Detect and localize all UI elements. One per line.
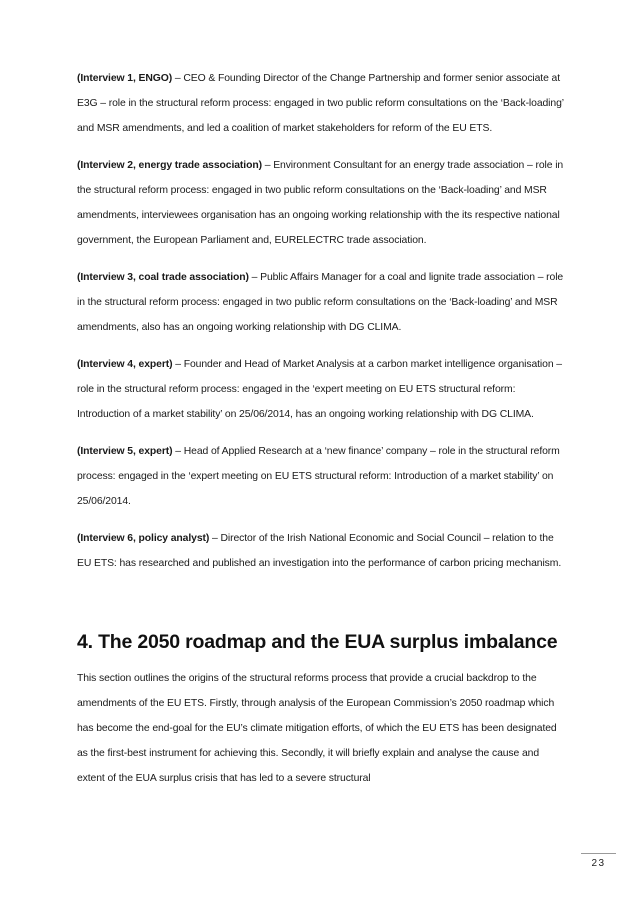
page-content — [77, 66, 565, 791]
interview-entry-6 — [77, 526, 565, 576]
interview-label: (Interview 3, coal trade association) — [77, 272, 249, 283]
interview-entry-4 — [77, 352, 565, 427]
interview-entry-3 — [77, 265, 565, 340]
interview-description: – Founder and Head of Market Analysis at a carbon market intelligence organisation – role in the structural reform process: engaged in the ‘expert meeting on EU ETS structural reform: Introduction of a market stability’ on 25/06/2014, has an ongoing working relationship with DG CLIMA. — [77, 359, 562, 420]
interview-description: – Head of Applied Research at a ‘new finance’ company – role in the structural reform process: engaged in the ‘expert meeting on EU ETS structural reform: Introduction of a market stability’ on 25/06/2014. — [77, 446, 560, 507]
section-heading: 4. The 2050 roadmap and the EUA surplus imbalance — [77, 631, 558, 653]
page-number-divider — [581, 853, 616, 854]
interview-description: – Environment Consultant for an energy trade association – role in the structural reform process: engaged in two public reform consultations on the ‘Back-loading’ and MSR amendments, interviewees organisation has an ongoing working relationship with the its respective national government, the European Parliament and, EURELECTRC trade association. — [77, 160, 564, 246]
interview-entry-5 — [77, 439, 565, 514]
interview-label: (Interview 2, energy trade association) — [77, 160, 262, 171]
section-body-text: This section outlines the origins of the structural reforms process that provide a crucial backdrop to the amendments of the EU ETS. Firstly, through analysis of the European Commission’s 2050 roadmap which has become the end-goal for the EU’s climate mitigation efforts, of which the EU ETS has been designated as the first-best instrument for achieving this. Secondly, it will briefly explain and analyse the cause and extent of the EUA surplus crisis that has led to a severe structural — [77, 673, 557, 784]
interview-description: – Public Affairs Manager for a coal and lignite trade association – role in the structural reform process: engaged in two public reform consultations on the ‘Back-loading’ and MSR amendments, also has an ongoing working relationship with DG CLIMA. — [77, 272, 564, 333]
interview-entry-2 — [77, 153, 565, 253]
interview-entry-1 — [77, 66, 565, 141]
interview-label: (Interview 4, expert) — [77, 359, 173, 370]
interview-description: – Director of the Irish National Economic and Social Council – relation to the EU ETS: has researched and published an investigation into the performance of carbon pricing mechanism. — [77, 533, 562, 569]
page-number: 23 — [591, 858, 606, 869]
interview-description: – CEO & Founding Director of the Change Partnership and former senior associate at E3G – role in the structural reform process: engaged in two public reform consultations on the ‘Back-loading’ and MSR amendments, and led a coalition of market stakeholders for reform of the EU ETS. — [77, 73, 564, 134]
interview-label: (Interview 1, ENGO) — [77, 73, 173, 84]
interview-label: (Interview 6, policy analyst) — [77, 533, 210, 544]
interview-label: (Interview 5, expert) — [77, 446, 173, 457]
